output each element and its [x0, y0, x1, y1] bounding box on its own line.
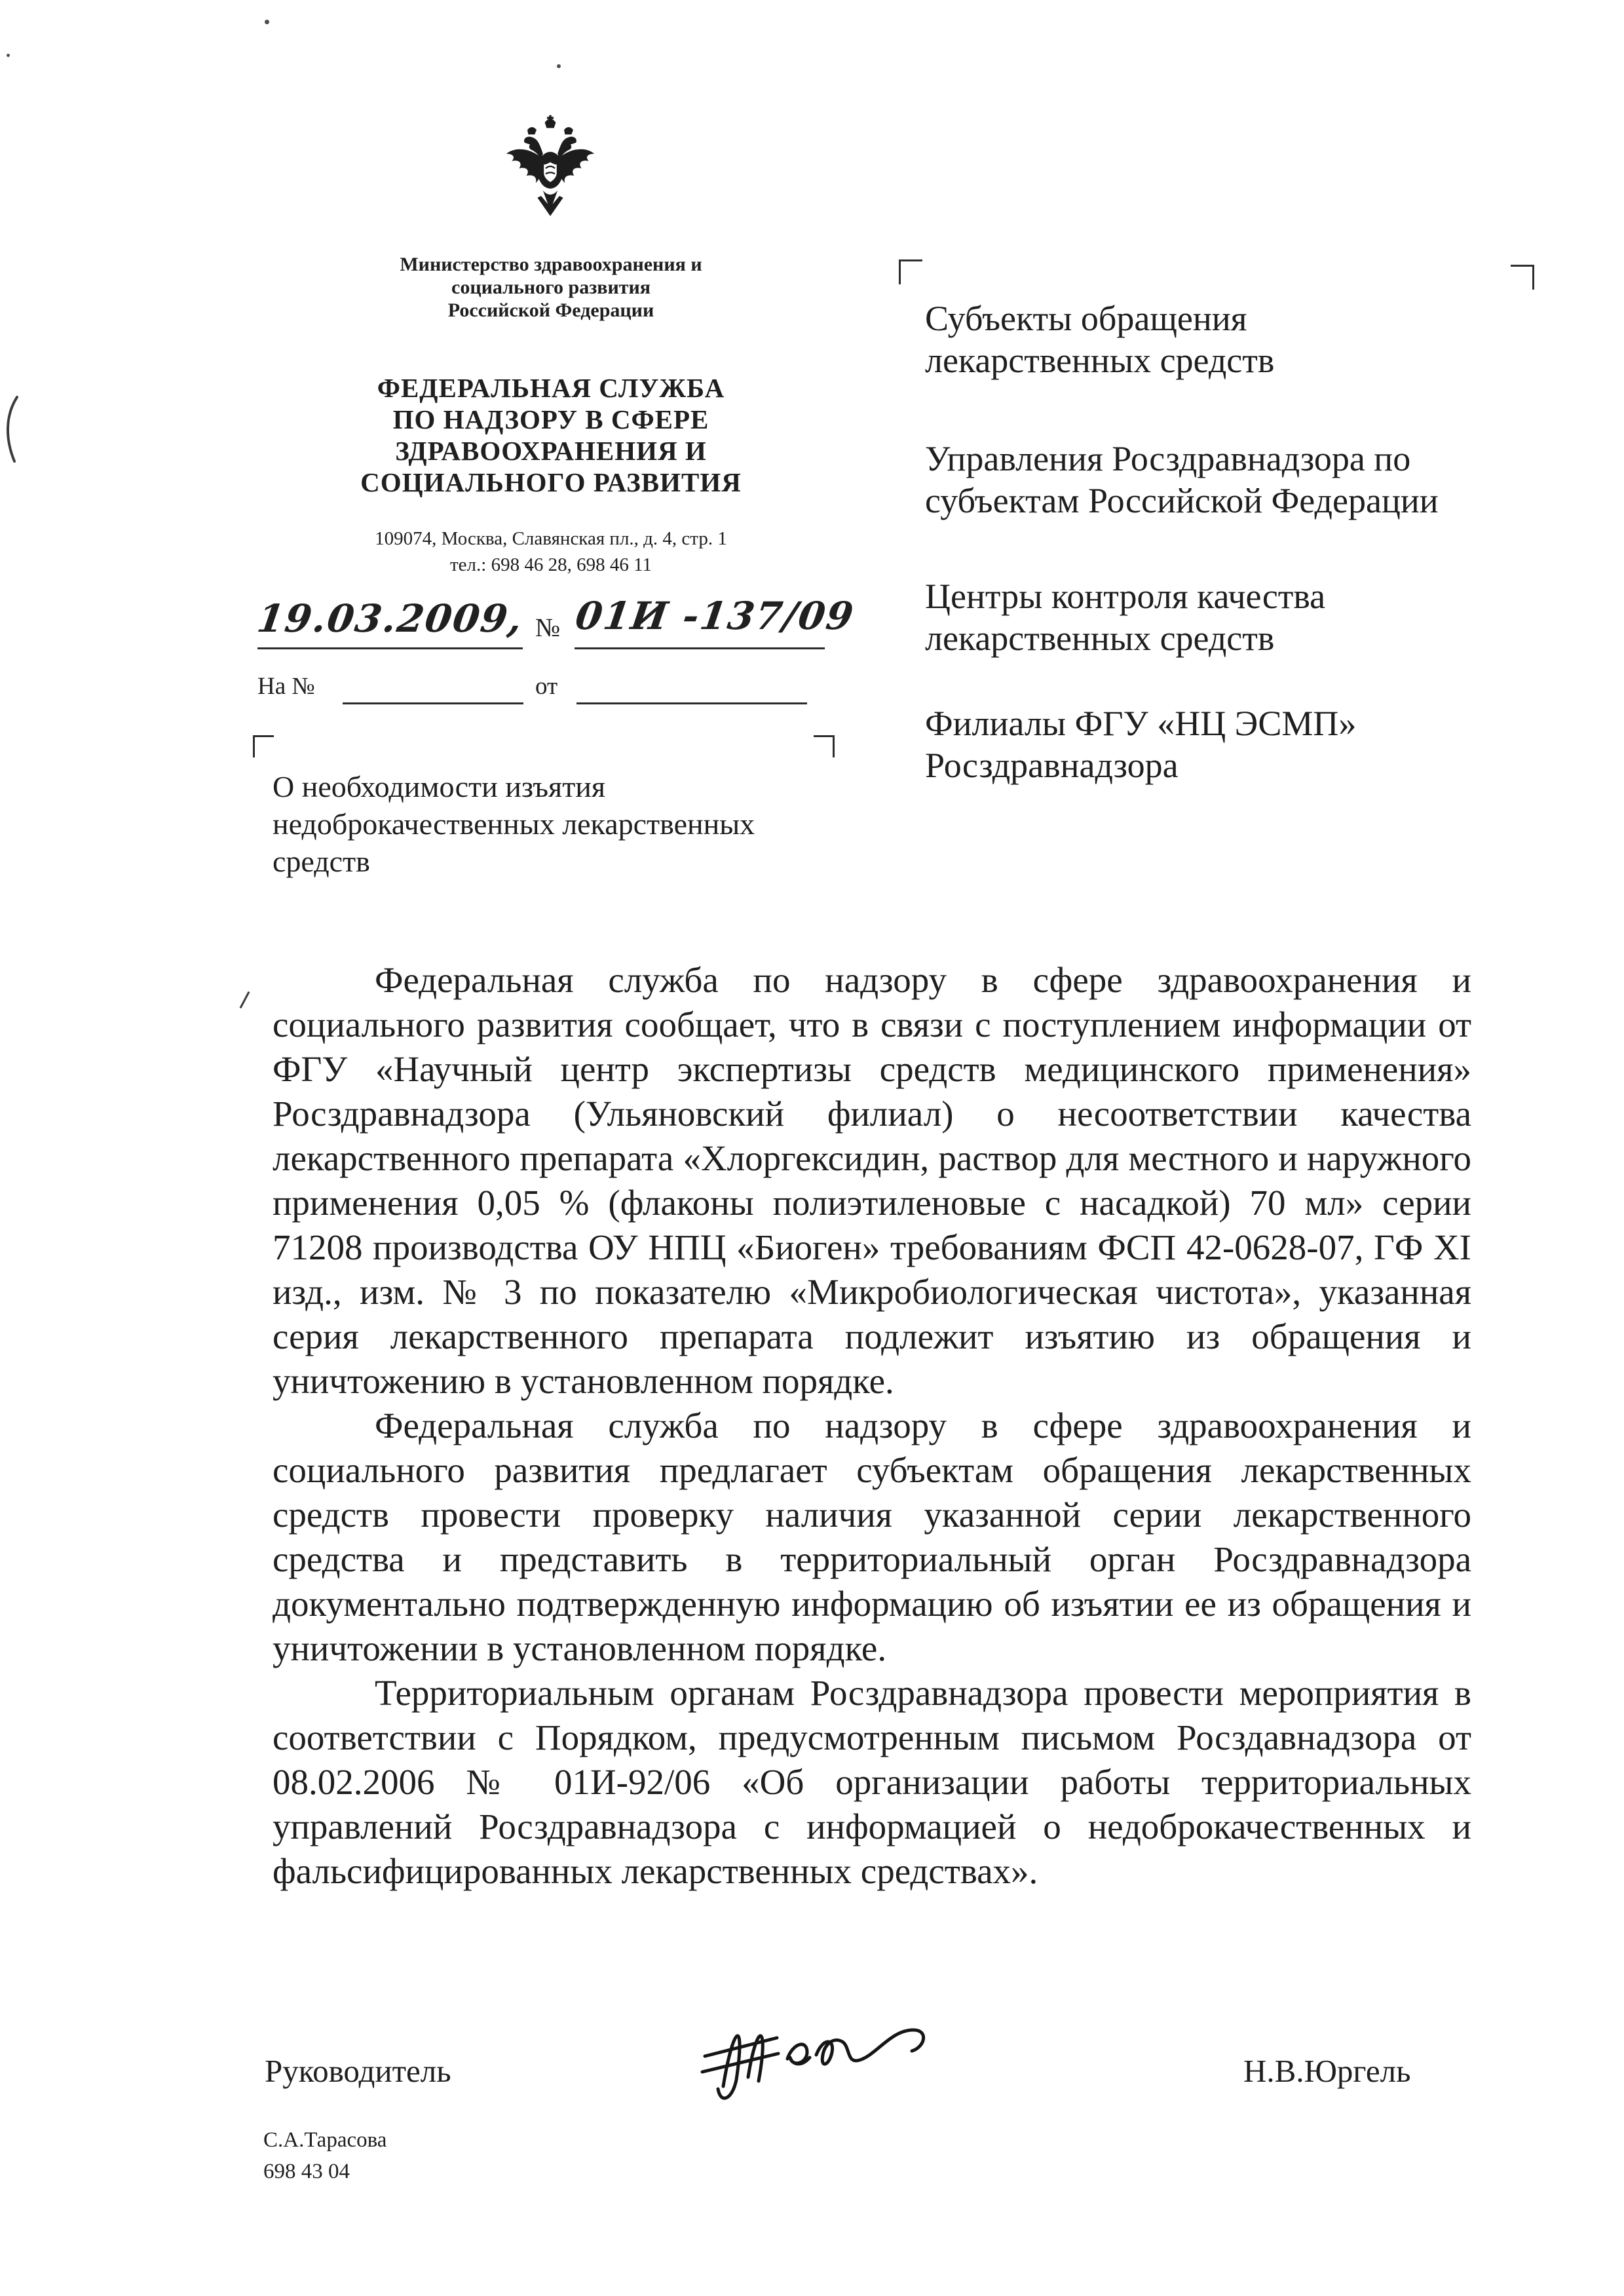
- blank-line: [576, 702, 807, 704]
- recipient-item: [925, 575, 1515, 659]
- recipient-line: Субъекты обращения: [925, 299, 1247, 338]
- scan-artifact-tick: [240, 991, 250, 1008]
- subject-line: недоброкачественных лекарственных: [273, 807, 755, 841]
- body-paragraph: Территориальным органам Росздравнадзора провести мероприятия в соответствии с Порядком, предусмотренным письмом Росздавнадзора от 08.02.2006 № 01И-92/06 «Об организации работы территориальных управлений Росздравнадзора с информацией о недоброкачественных и фальсифицированных лекарственных средствах».: [273, 1673, 1471, 1891]
- scan-artifact-dot: [557, 64, 561, 68]
- outgoing-reference-row: [254, 594, 858, 659]
- scan-artifact-dot: [7, 54, 10, 57]
- russian-coat-of-arms-icon: [495, 110, 605, 236]
- letter-subject: [273, 768, 836, 880]
- sender-address: 109074, Москва, Славянская пл., д. 4, стр. 1: [375, 528, 727, 549]
- recipient-line: Центры контроля качества: [925, 577, 1326, 616]
- ministry-name: [256, 253, 846, 322]
- scan-artifact-arc: [1, 393, 21, 465]
- incoming-ref-label: На №: [257, 673, 315, 700]
- federal-service-name: [256, 372, 846, 498]
- subject-line: О необходимости изъятия: [273, 770, 606, 803]
- body-paragraph: Федеральная служба по надзору в сфере здравоохранения и социального развития сообщает, что в связи с поступлением информации от ФГУ «Научный центр экспертизы средств медицинского применения» Росздравнадзора (Ульяновский филиал) о несоответствии качества лекарственного препарата «Хлоргексидин, раствор для местного и наружного применения 0,05 % (флаконы полиэтиленовые с насадкой) 70 мл» серии 71208 производства ОУ НПЦ «Биоген» требованиям ФСП 42-0628-07, ГФ XI изд., изм. № 3 по показателю «Микробиологическая чистота», указанная серия лекарственного препарата подлежит изъятию из обращения и уничтожению в установленном порядке.: [273, 960, 1471, 1401]
- signatory-name: Н.В.Юргель: [1243, 2053, 1411, 2089]
- executor-phone: 698 43 04: [263, 2160, 350, 2183]
- ministry-name-line: социального развития: [451, 277, 651, 298]
- scan-artifact-dot: [265, 20, 269, 24]
- subject-line: средств: [273, 845, 370, 878]
- service-name-line: СОЦИАЛЬНОГО РАЗВИТИЯ: [360, 467, 742, 497]
- blank-line: [257, 647, 523, 649]
- recipient-item: [925, 297, 1515, 381]
- letter-body: [273, 958, 1471, 1894]
- outgoing-date-handwritten: 19.03.2009,: [254, 596, 527, 641]
- incoming-reference-row: [257, 672, 847, 718]
- service-name-line: ЗДРАВООХРАНЕНИЯ И: [395, 436, 707, 466]
- service-name-line: ФЕДЕРАЛЬНАЯ СЛУЖБА: [377, 373, 725, 403]
- numero-sign: №: [535, 613, 561, 642]
- subject-corner-mark-left: [253, 735, 274, 757]
- handwritten-signature-scribble: [679, 1980, 960, 2124]
- recipient-line: лекарственных средств: [925, 341, 1275, 380]
- executor-name: С.А.Тарасова: [263, 2128, 387, 2152]
- recipient-item: [925, 438, 1515, 522]
- recipient-line: Управления Росздравнадзора по: [925, 439, 1411, 478]
- recipients-corner-mark-left: [899, 259, 922, 284]
- ministry-name-line: Министерство здравоохранения и: [400, 254, 702, 275]
- sender-phone: тел.: 698 46 28, 698 46 11: [450, 554, 652, 575]
- recipient-line: Филиалы ФГУ «НЦ ЭСМП»: [925, 704, 1357, 743]
- subject-corner-mark-right: [814, 735, 835, 757]
- incoming-from-label: от: [535, 673, 558, 700]
- sender-contact-block: [256, 526, 846, 578]
- outgoing-number-handwritten: 01И -137/09: [573, 594, 858, 638]
- blank-line: [343, 702, 523, 704]
- service-name-line: ПО НАДЗОРУ В СФЕРЕ: [392, 404, 709, 434]
- blank-line: [575, 647, 825, 649]
- recipients-corner-mark-right: [1511, 265, 1534, 290]
- ministry-name-line: Российской Федерации: [447, 299, 654, 321]
- recipient-line: Росздравнадзора: [925, 746, 1179, 785]
- signatory-title: Руководитель: [265, 2053, 451, 2089]
- recipient-line: субъектам Российской Федерации: [925, 481, 1439, 520]
- recipient-line: лекарственных средств: [925, 619, 1275, 658]
- recipient-item: [925, 702, 1515, 786]
- body-paragraph: Федеральная служба по надзору в сфере здравоохранения и социального развития предлагает субъектам обращения лекарственных средств провести проверку наличия указанной серии лекарственного средства и представить в территориальный орган Росздравнадзора документально подтвержденную информацию об изъятии ее из обращения и уничтожении в установленном порядке.: [273, 1406, 1471, 1668]
